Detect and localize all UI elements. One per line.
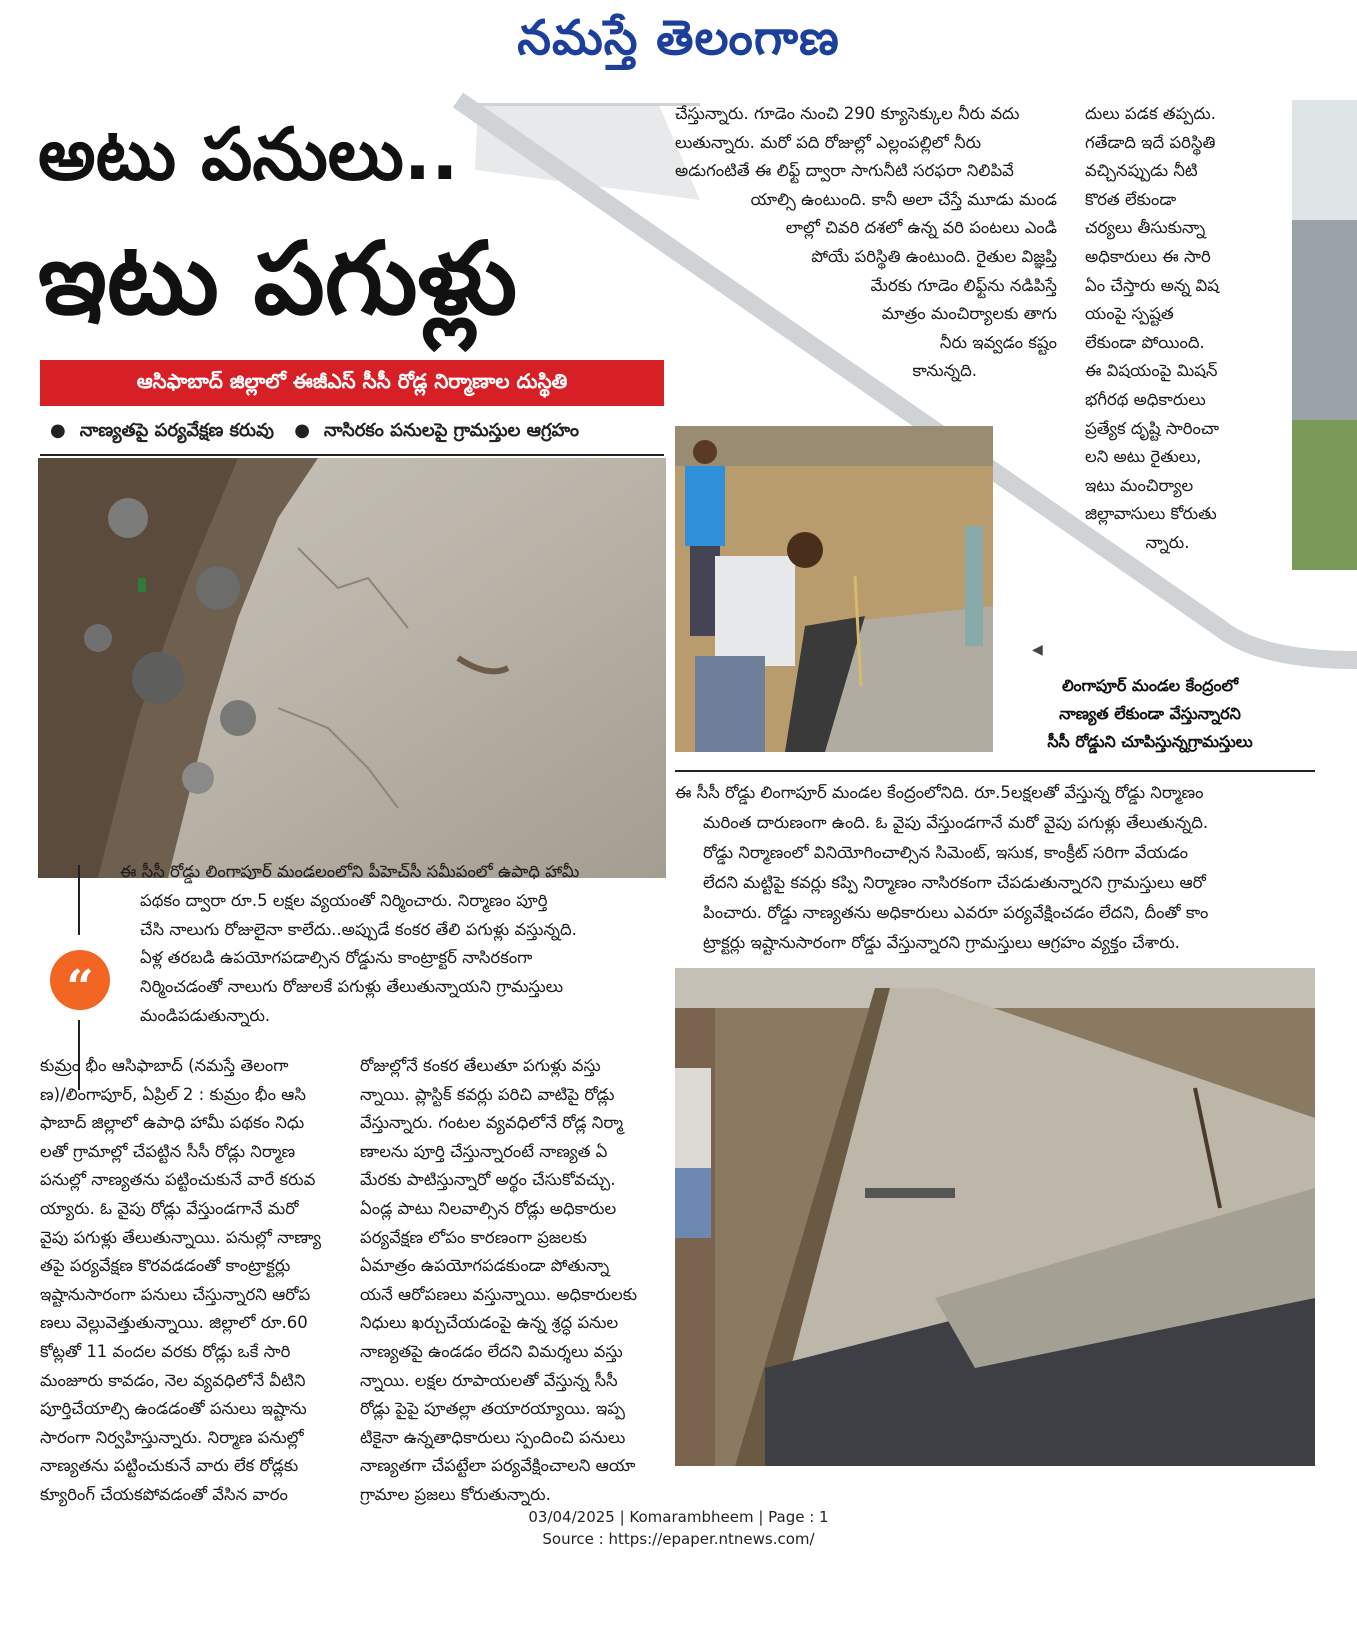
right-story (675, 778, 1315, 958)
text-line: రోడ్లు పైపై పూతల్లా తయారయ్యాయి. ఇప్ప (360, 1399, 625, 1419)
headline-line-2: ఇటు పగుళ్లు (38, 220, 518, 337)
footer-source: Source : https://epaper.ntnews.com/ (542, 1530, 815, 1548)
text-line: ప్రత్యేక దృష్టి సారించా (1085, 418, 1220, 438)
text-line: ణలు వెల్లువెత్తుతున్నాయి. జిల్లాలో రూ.60 (40, 1313, 308, 1333)
text-line: కోట్లతో 11 వందల వరకు రోడ్లు ఒకే సారి (40, 1341, 291, 1361)
road-construction-photo (675, 968, 1315, 1466)
text-line: అడుగంటితే ఈ లిఫ్ట్ ద్వారా సాగునీటి సరఫరా నిలిపివే (675, 161, 1014, 181)
quote-icon: “ (50, 950, 110, 1010)
text-line: పథకం ద్వారా రూ.5 లక్షల వ్యయంతో నిర్మించారు. నిర్మాణం పూర్తి (140, 890, 548, 910)
text-line: ణ)/లింగాపూర్, ఏప్రిల్ 2 : కుమ్రం భీం ఆసి (40, 1084, 306, 1104)
masthead: నమస్తే తెలంగాణ (517, 10, 840, 66)
workers-photo (675, 426, 993, 752)
text-line: పోయే పరిస్థితి ఉంటుంది. రైతుల విజ్ఞప్తి (811, 246, 1057, 266)
bullet-item: నాణ్యతపై పర్యవేక్షణ కరువు (79, 420, 274, 441)
cracked-road-photo (38, 458, 666, 878)
text-line: పర్యవేక్షణ లోపం కారణంగా ప్రజలకు (360, 1227, 587, 1247)
text-line: యాల్సి ఉంటుంది. కానీ అలా చేస్తే మూడు మండ (750, 189, 1057, 209)
quote-text (120, 858, 660, 1031)
text-line: గ్రామాల ప్రజలు కోరుతున్నారు. (360, 1484, 551, 1504)
top-column-2 (1085, 100, 1250, 558)
text-line: వేస్తున్నారు. గంటల వ్యవధిలోనే రోడ్ల నిర్మా (360, 1113, 624, 1133)
text-line: జిల్లావాసులు కోరుతు (1085, 504, 1217, 524)
text-line: మేరకు పాటిస్తున్నారో అర్థం చేసుకోవచ్చు. (360, 1170, 616, 1190)
text-line: ఈ విషయంపై మిషన్ (1085, 361, 1218, 381)
caption-line: సీసీ రోడ్డుని చూపిస్తున్నగ్రామస్తులు (1047, 732, 1253, 751)
triangle-pointer-icon: ◀ (1032, 642, 1043, 658)
text-line: కుమ్రం భీం ఆసిఫాబాద్ (నమస్తే తెలంగా (40, 1056, 289, 1075)
text-line: యంపై స్పష్టత (1085, 304, 1174, 324)
section-divider (675, 770, 1315, 772)
text-line: న్నాయి. ప్లాస్టిక్ కవర్లు పరిచి వాటిపై రోడ్లు (360, 1084, 615, 1104)
text-line: మేరకు గూడెం లిఫ్ట్‌ను నడిపిస్తే (870, 275, 1057, 295)
text-line: భగీరథ అధికారులు (1085, 389, 1206, 409)
text-line: ఇటు మంచిర్యాల (1085, 475, 1194, 495)
section-divider (40, 454, 664, 456)
text-line: మాత్రం మంచిర్యాలకు తాగు (881, 304, 1057, 324)
text-line: చేస్తున్నారు. గూడెం నుంచి 290 క్యూసెక్కుల నీరు వదు (675, 104, 1020, 123)
text-line: సారంగా నిర్వహిస్తున్నారు. నిర్మాణ పనుల్లో (40, 1427, 304, 1447)
quote-rule-top (78, 865, 80, 935)
text-line: పనుల్లో నాణ్యతను పట్టించుకునే వారే కరువ (40, 1170, 316, 1190)
text-line: దులు పడక తప్పదు. (1085, 104, 1216, 123)
top-column-1 (675, 100, 1057, 386)
bullet-item: నాసిరకం పనులపై గ్రామస్తుల ఆగ్రహం (323, 420, 579, 441)
text-line: నాణ్యతగా చేపట్టేలా పర్యవేక్షించాలని ఆయా (360, 1456, 636, 1476)
text-line: కానున్నది. (912, 361, 977, 381)
text-line: ఈ సీసీ రోడ్డు లింగాపూర్ మండలంలోని పీహెచ్‌సీ సమీపంలో ఉపాధి హామీ (120, 862, 580, 881)
text-line: ఏండ్ల పాటు నిలవాల్సిన రోడ్లు అధికారుల (360, 1198, 617, 1218)
text-line: లని అటు రైతులు, (1085, 447, 1202, 467)
text-line: ఇష్టానుసారంగా పనులు చేస్తున్నారని ఆరోప (40, 1284, 311, 1304)
headline-line-1: అటు పనులు.. (38, 112, 459, 196)
text-line: నాణ్యతపై ఉండడం లేదని విమర్శలు వస్తు (360, 1341, 623, 1361)
subheadline-bar (40, 360, 664, 406)
text-line: న్నారు. (1145, 532, 1190, 552)
text-line: నిధులు ఖర్చుచేయడంపై ఉన్న శ్రద్ధ పనుల (360, 1313, 619, 1333)
bullet-points (50, 420, 670, 445)
text-line: లతో గ్రామాల్లో చేపట్టిన సీసీ రోడ్లు నిర్మాణ (40, 1141, 296, 1161)
text-line: ఈ సీసీ రోడ్డు లింగాపూర్ మండల కేంద్రంలోనిది. రూ.5లక్షలతో వేస్తున్న రోడ్డు నిర్మాణం (675, 783, 1204, 802)
right-edge-photo (1292, 100, 1357, 570)
footer-date-edition: 03/04/2025 | Komarambheem | Page : 1 (528, 1508, 829, 1526)
text-line: న్నాయి. లక్షల రూపాయలతో వేస్తున్న సీసీ (360, 1370, 618, 1390)
text-line: నిర్మించడంతో నాలుగు రోజులకే పగుళ్లు తేలుతున్నాయని గ్రామస్తులు (140, 977, 564, 997)
text-line: కొరత లేకుండా (1085, 189, 1177, 209)
text-line: ఏళ్ల తరబడి ఉపయోగపడాల్సిన రోడ్డును కాంట్రాక్టర్ నాసిరకంగా (140, 948, 533, 968)
text-line: లుతున్నారు. మరో పది రోజుల్లో ఎల్లంపల్లిలో నీరు (675, 132, 982, 152)
text-line: యనే ఆరోపణలు వస్తున్నాయి. అధికారులకు (360, 1284, 638, 1304)
text-line: నీరు ఇవ్వడం కష్టం (939, 332, 1057, 352)
text-line: క్యూరింగ్ చేయకపోవడంతో వేసిన వారం (40, 1484, 288, 1504)
text-line: ణాలను పూర్తి చేస్తున్నారంటే నాణ్యత ఏ (360, 1141, 608, 1161)
text-line: రోజుల్లోనే కంకర తేలుతూ పగుళ్లు వస్తు (360, 1056, 601, 1075)
subheadline-text: ఆసిఫాబాద్ జిల్లాలో ఈజీఎస్ సీసీ రోడ్ల నిర్మాణాల దుస్థితి (136, 368, 568, 393)
text-line: మండిపడుతున్నారు. (140, 1005, 271, 1025)
caption-line: లింగాపూర్ మండల కేంద్రంలో (1061, 676, 1239, 695)
text-line: టికైనా ఉన్నతాధికారులు స్పందించి పనులు (360, 1427, 626, 1447)
bullet-dot-icon: ● (50, 420, 66, 441)
text-line: వైపు పగుళ్లు తేలుతున్నాయి. పనుల్లో నాణ్యా (40, 1227, 322, 1247)
text-line: య్యారు. ఓ వైపు రోడ్లు వేస్తుండగానే మరో (40, 1198, 299, 1218)
text-line: ఫాబాద్ జిల్లాలో ఉపాధి హామీ పథకం నిధు (40, 1113, 305, 1133)
text-line: లేకుండా పోయింది. (1085, 332, 1205, 352)
text-line: అధికారులు ఈ సారి (1085, 246, 1211, 266)
text-line: మరింత దారుణంగా ఉంది. ఓ వైపు వేస్తుండగానే మరో వైపు పగుళ్లు తేలుతున్నది. (703, 813, 1209, 832)
text-line: పించారు. రోడ్డు నాణ్యతను అధికారులు ఎవరూ పర్యవేక్షించడం లేదని, దీంతో కాం (703, 903, 1209, 922)
text-line: ట్రాక్టర్లు ఇష్టానుసారంగా రోడ్డు వేస్తున్నారని గ్రామస్తులు ఆగ్రహం వ్యక్తం చేశారు. (703, 933, 1180, 952)
text-line: ఏం చేస్తారు అన్న విష (1085, 275, 1220, 295)
text-line: వచ్చినప్పుడు నీటి (1085, 161, 1198, 181)
text-line: చేసి నాలుగు రోజులైనా కాలేదు..అప్పుడే కంకర తేలి పగుళ్లు వస్తున్నది. (140, 919, 577, 939)
body-column-1 (40, 1052, 340, 1510)
caption-line: నాణ్యత లేకుండా వేస్తున్నారని (1059, 704, 1241, 723)
text-line: మంజూరు కావడం, నెల వ్యవధిలోనే వీటిని (40, 1370, 306, 1390)
text-line: తపై పర్యవేక్షణ కొరవడడంతో కాంట్రాక్టర్లు (40, 1256, 291, 1276)
body-column-2 (360, 1052, 665, 1510)
text-line: లాల్లో చివరి దశలో ఉన్న వరి పంటలు ఎండి (785, 218, 1057, 238)
text-line: ఏమాత్రం ఉపయోగపడకుండా పోతున్నా (360, 1256, 610, 1276)
bullet-dot-icon: ● (294, 420, 310, 441)
text-line: లేదని మట్టిపై కవర్లు కప్పి నిర్మాణం నాసిరకంగా చేపడుతున్నారని గ్రామస్తులు ఆరో (703, 873, 1206, 892)
text-line: గతేడాది ఇదే పరిస్థితి (1085, 132, 1216, 152)
text-line: నాణ్యతను పట్టించుకునే వారు లేక రోడ్లకు (40, 1456, 299, 1476)
photo-caption (1010, 672, 1290, 756)
text-line: రోడ్డు నిర్మాణంలో వినియోగించాల్సిన సిమెంట్, ఇసుక, కాంక్రీట్ సరిగా వేయడం (703, 843, 1188, 862)
text-line: పూర్తిచేయాల్సి ఉండడంతో పనులు ఇష్టాను (40, 1399, 307, 1419)
text-line: చర్యలు తీసుకున్నా (1085, 218, 1206, 238)
